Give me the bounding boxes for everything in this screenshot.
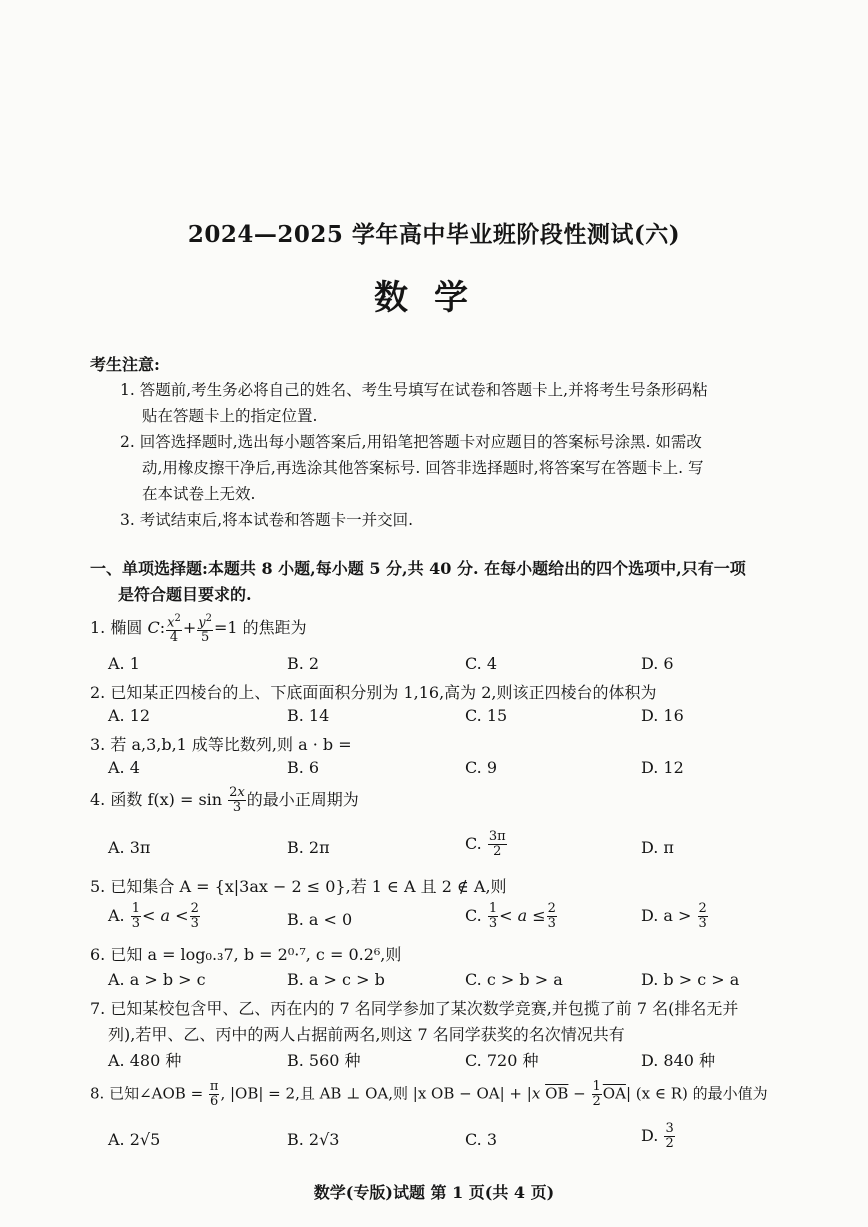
section-heading-cont: 是符合题目要求的.: [118, 585, 252, 604]
option-d: D. a > $\frac{2}{3}$: [641, 901, 707, 931]
page-footer: 数学(专版)试题 第 1 页(共 4 页): [313, 1183, 555, 1202]
option-b: B. 2π: [287, 838, 330, 857]
notice-line: 动,用橡皮擦干净后,再选涂其他答案标号. 回答非选择题时,将答案写在答题卡上. 写: [142, 459, 704, 477]
option-d: D. 840 种: [641, 1051, 716, 1070]
question-7: 7. 已知某校包含甲、乙、丙在内的 7 名同学参加了某次数学竞赛,并包揽了前 7 名(排名无并: [90, 999, 739, 1018]
question-7-cont: 列),若甲、乙、丙中的两人占据前两名,则这 7 名同学获奖的名次情况共有: [108, 1025, 625, 1044]
notice-line: 3. 考试结束后,将本试卷和答题卡一并交回.: [120, 511, 414, 529]
section-heading: 一、单项选择题:本题共 8 小题,每小题 5 分,共 40 分. 在每小题给出的四个选项中,只有一项: [90, 559, 746, 578]
option-b: B. 6: [287, 758, 320, 777]
option-d: D. 6: [641, 654, 674, 673]
notice-heading: 考生注意:: [90, 355, 160, 374]
option-a: A. $\frac{1}{3}$ < a < $\frac{2}{3}$: [108, 901, 199, 931]
option-d: D. 12: [641, 758, 684, 777]
question-4: 4. 函数 f(x) = sin $\frac{2x}{3}$ 的最小正周期为: [90, 785, 359, 815]
option-d: D. π: [641, 838, 674, 857]
option-c: C. $\frac{1}{3}$ < a ≤ $\frac{2}{3}$: [465, 901, 556, 931]
option-b: B. a > c > b: [287, 970, 385, 989]
option-b: B. 560 种: [287, 1051, 361, 1070]
option-a: A. 4: [108, 758, 140, 777]
notice-line: 2. 回答选择题时,选出每小题答案后,用铅笔把答题卡对应题目的答案标号涂黑. 如需改: [120, 433, 702, 451]
notice-line: 1. 答题前,考生务必将自己的姓名、考生号填写在试卷和答题卡上,并将考生号条形码粘: [120, 381, 708, 399]
question-8: 8. 已知∠AOB = $\frac{\pi}{6}$ , |OB| = 2,且 AB ⊥ OA,则 |x OB − OA| + |x $\overline{OB}$ − $\frac{1}{2}$ $\overline{OA}|$ (x ∈ R) 的最小值为: [90, 1079, 768, 1109]
option-a: A. 1: [108, 654, 140, 673]
option-b: B. a < 0: [287, 910, 353, 929]
question-1: 1. 椭圆 C: $\frac{x^2}{4}$ + $\frac{y^2}{5}$ =1 的焦距为: [90, 613, 307, 646]
exam-title: 2024—2025 学年高中毕业班阶段性测试(六): [187, 221, 681, 248]
option-c: C. 15: [465, 706, 508, 725]
question-6: 6. 已知 a = log₀.₃7, b = 2⁰·⁷, c = 0.2⁶,则: [90, 945, 402, 964]
option-d: D. b > c > a: [641, 970, 740, 989]
option-b: B. 2: [287, 654, 320, 673]
option-c: C. 3: [465, 1130, 498, 1149]
option-b: B. 2√3: [287, 1130, 340, 1149]
option-a: A. 480 种: [108, 1051, 182, 1070]
option-a: A. 12: [108, 706, 151, 725]
option-c: C. $\frac{3\pi}{2}$: [465, 829, 506, 859]
option-d: D. $\frac{3}{2}$: [641, 1121, 674, 1151]
question-2: 2. 已知某正四棱台的上、下底面面积分别为 1,16,高为 2,则该正四棱台的体积为: [90, 683, 657, 702]
option-a: A. 3π: [108, 838, 151, 857]
option-a: A. 2√5: [108, 1130, 161, 1149]
notice-line: 在本试卷上无效.: [142, 485, 256, 503]
option-d: D. 16: [641, 706, 684, 725]
subject-title: 数学: [374, 278, 494, 318]
question-5: 5. 已知集合 A = {x|3ax − 2 ≤ 0},若 1 ∈ A 且 2 ∉ A,则: [90, 877, 507, 896]
option-c: C. c > b > a: [465, 970, 563, 989]
option-c: C. 720 种: [465, 1051, 539, 1070]
option-c: C. 9: [465, 758, 498, 777]
option-a: A. a > b > c: [108, 970, 206, 989]
question-3: 3. 若 a,3,b,1 成等比数列,则 a · b =: [90, 735, 352, 754]
option-b: B. 14: [287, 706, 330, 725]
notice-line: 贴在答题卡上的指定位置.: [142, 407, 318, 425]
option-c: C. 4: [465, 654, 498, 673]
